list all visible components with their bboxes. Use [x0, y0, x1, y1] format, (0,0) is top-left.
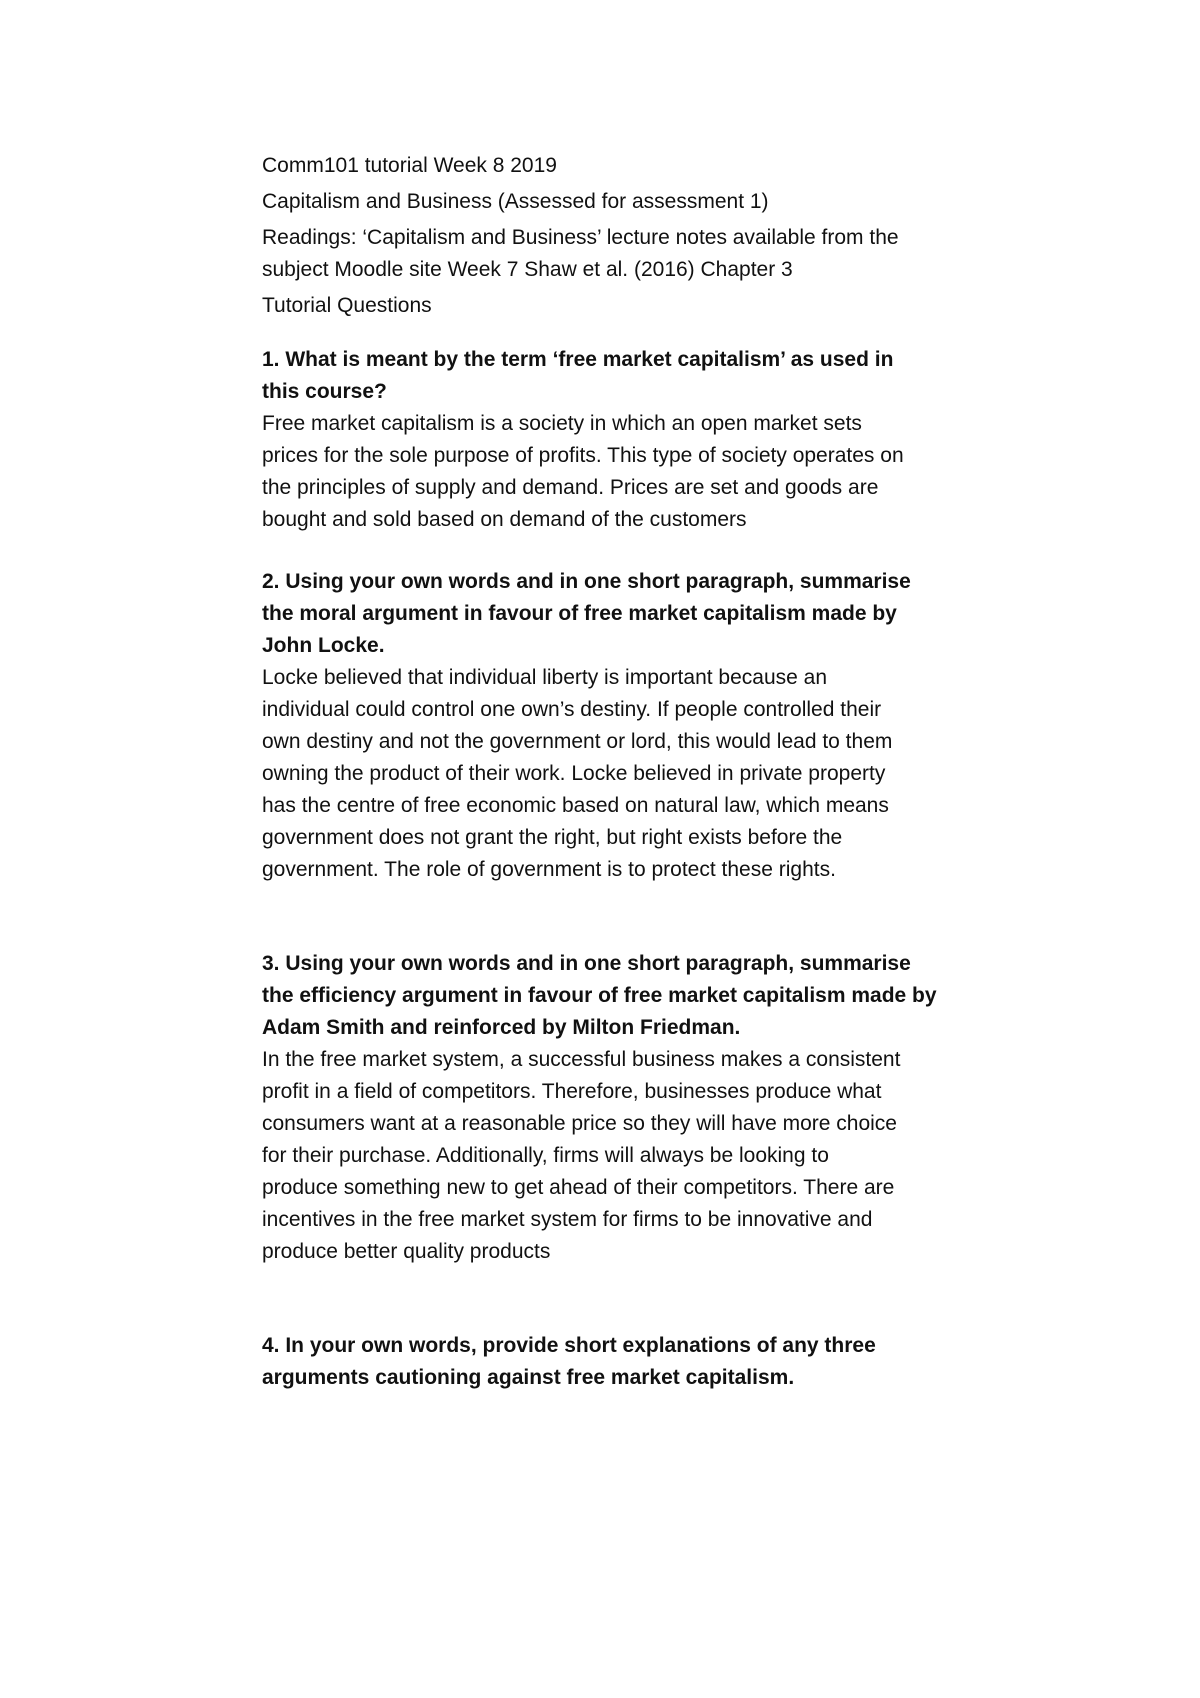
answer-line: produce better quality products	[262, 1240, 551, 1263]
document-content	[262, 150, 982, 1394]
question-line: 1. What is meant by the term ‘free market capitalism’ as used in	[262, 348, 894, 371]
answer-3	[262, 1044, 982, 1268]
section-label: Tutorial Questions	[262, 294, 432, 317]
readings-line: subject Moodle site Week 7 Shaw et al. (2016) Chapter 3	[262, 258, 793, 281]
question-3	[262, 948, 982, 1044]
question-line: 2. Using your own words and in one short paragraph, summarise	[262, 570, 911, 593]
answer-line: own destiny and not the government or lord, this would lead to them	[262, 730, 893, 753]
answer-line: government does not grant the right, but right exists before the	[262, 826, 843, 849]
readings-line: Readings: ‘Capitalism and Business’ lecture notes available from the	[262, 226, 899, 249]
question-line: 3. Using your own words and in one short paragraph, summarise	[262, 952, 911, 975]
question-line: the efficiency argument in favour of free market capitalism made by	[262, 984, 937, 1007]
question-line: 4. In your own words, provide short explanations of any three	[262, 1334, 876, 1357]
answer-line: Free market capitalism is a society in which an open market sets	[262, 412, 862, 435]
answer-line: the principles of supply and demand. Prices are set and goods are	[262, 476, 879, 499]
answer-line: owning the product of their work. Locke believed in private property	[262, 762, 886, 785]
answer-line: prices for the sole purpose of profits. This type of society operates on	[262, 444, 904, 467]
document-subtitle: Capitalism and Business (Assessed for assessment 1)	[262, 190, 769, 213]
question-line: John Locke.	[262, 634, 385, 657]
answer-line: profit in a field of competitors. Therefore, businesses produce what	[262, 1080, 882, 1103]
question-4	[262, 1330, 982, 1394]
question-line: the moral argument in favour of free market capitalism made by	[262, 602, 897, 625]
answer-line: has the centre of free economic based on natural law, which means	[262, 794, 889, 817]
answer-line: In the free market system, a successful business makes a consistent	[262, 1048, 901, 1071]
answer-2	[262, 662, 982, 886]
answer-line: bought and sold based on demand of the customers	[262, 508, 747, 531]
answer-line: government. The role of government is to protect these rights.	[262, 858, 836, 881]
question-2	[262, 566, 982, 662]
answer-1	[262, 408, 982, 536]
question-line: Adam Smith and reinforced by Milton Friedman.	[262, 1016, 741, 1039]
answer-line: produce something new to get ahead of their competitors. There are	[262, 1176, 895, 1199]
question-1	[262, 344, 982, 408]
answer-line: Locke believed that individual liberty is important because an	[262, 666, 828, 689]
question-line: arguments cautioning against free market capitalism.	[262, 1366, 795, 1389]
document-title: Comm101 tutorial Week 8 2019	[262, 154, 557, 177]
answer-line: incentives in the free market system for firms to be innovative and	[262, 1208, 873, 1231]
answer-line: consumers want at a reasonable price so they will have more choice	[262, 1112, 897, 1135]
answer-line: individual could control one own’s destiny. If people controlled their	[262, 698, 882, 721]
question-line: this course?	[262, 380, 387, 403]
answer-line: for their purchase. Additionally, firms will always be looking to	[262, 1144, 829, 1167]
readings-paragraph	[262, 222, 982, 286]
